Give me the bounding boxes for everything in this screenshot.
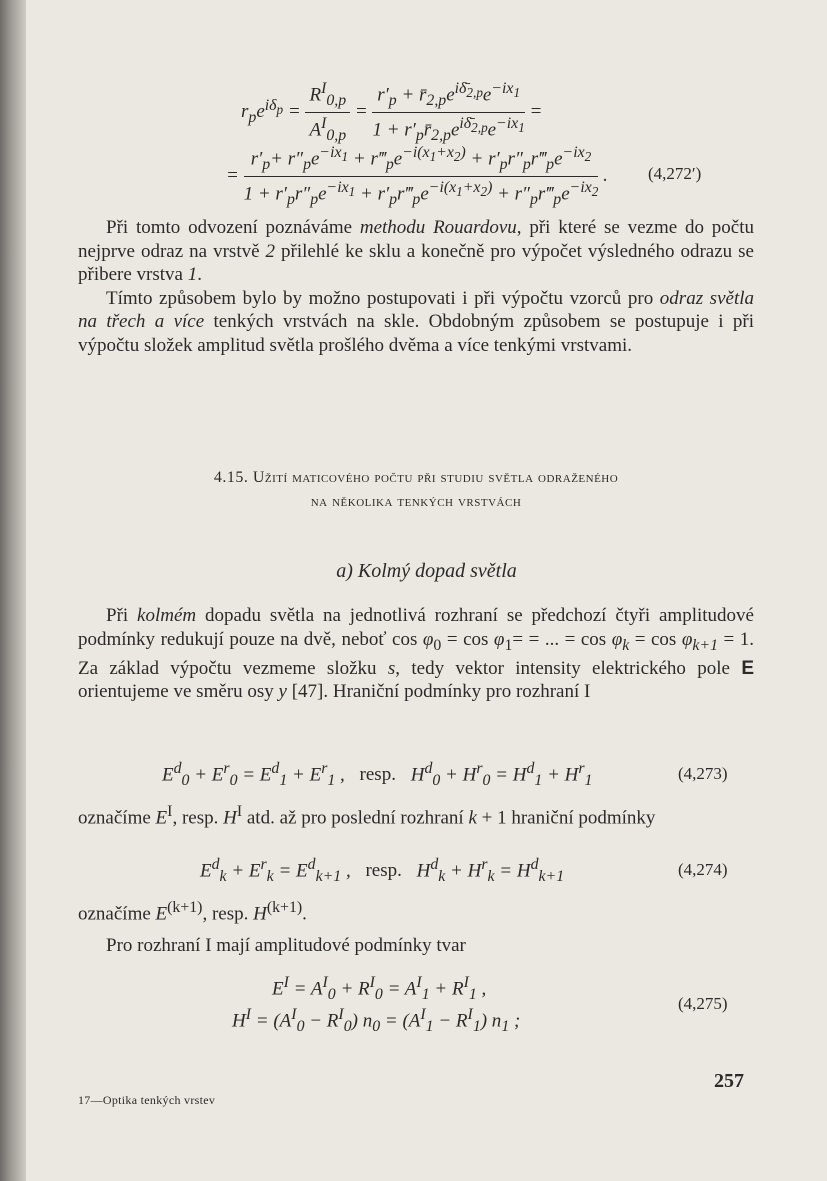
paragraph-amplitude-conditions: Pro rozhraní I mají amplitudové podmínky tvar [106,935,466,956]
section-title-line1: Užití maticového počtu při studiu světla odraženého [252,469,619,486]
italic-phrase: odraz světla na třech a více [78,287,754,332]
paragraph-block-4 [78,896,754,926]
printer-signature: 17—Optika tenkých vrstev [78,1093,216,1107]
equation-4273: $E^d_0 + E^r_0 = E^d_1 + E^r_1$ , resp. $H^d_0 + H^r_0 = H^d_1 + H^r_1$ [162,760,593,790]
paragraph-block-2 [78,604,754,704]
section-heading [76,466,756,514]
method-name: methodu Rouardovu [359,217,517,238]
equation-4275-line1: $E^I = A^I_0 + R^I_0 = A^I_1 + R^I_1$ , [272,974,487,1004]
equation-4272-line1: $r_pe^{i\delta_p}$ = $\frac{R^I_{0,p}}{A^I_{0,p}}$ = $\frac{r'_p + r̄_{2,p}e^{i\deltā_{2,p}}e^{-ix_1}}{1 + r'_pr̄_{2,p}e^{i\deltā_{2,p}}e^{-ix_1}}$ = [241,80,543,145]
subsection-heading: a) Kolmý dopad světla [336,560,517,582]
equation-number-4272: (4,272′) [648,164,702,183]
page-number: 257 [714,1070,744,1092]
equation-4272-line2: = $\frac{r'_p+ r''_pe^{-ix_1} + r‴_pe^{-i(x_1+x_2)} + r'_pr''_pr‴_pe^{-ix_2}}{1 + r'_pr''_pe^{-ix_1} + r'_pr‴_pe^{-i(x_1+x_2)} + r''_pr‴_pe^{-ix_2}}$ . [226,144,608,209]
section-title-line2: na několika tenkých vrstvách [310,493,522,510]
paragraph-normal-incidence: Při kolmém dopadu světla na jednotlivá rozhraní se předchozí čtyři amplitudové podmínky redukují pouze na dvě, neboť $\cos \varphi_0 = \cos \varphi_1=$ = ... = $\cos \varphi_k = \cos \varphi_{k+1} = 1$. Za základ výpočtu vezmeme složku s, tedy vektor intensity elektrického pole E orientujeme ve směru osy y [47]. Hraniční podmínky pro rozhraní I [78,605,754,703]
paragraph-rouard: Při tomto odvození poznáváme methodu Rouardovu, při které se vezme do počtu nejprve odraz na vrstvě 2 přilehlé ke sklu a konečně pro výpočet výsledného odrazu se přibere vrstva 1. [78,217,754,285]
equation-4275-line2: $H^I = (A^I_0 - R^I_0) n_0 = (A^I_1 - R^I_1)$ $n_1$ ; [232,1006,521,1036]
section-number: 4.15. [213,469,249,486]
paragraph-boundary-k: označíme $E^I$, resp. $H^I$ atd. až pro poslední rozhraní k + 1 hraniční podmínky [78,803,656,829]
paragraph-block-5 [78,934,754,958]
paragraph-block-3 [78,800,754,830]
equation-number-4273: (4,273) [678,764,728,783]
paragraph-block-1 [78,216,754,357]
equation-number-4274: (4,274) [678,860,728,879]
paragraph-last-boundary: označíme $E^{(k+1)}$, resp. $H^{(k+1)}$. [78,899,307,925]
equation-4274: $E^d_k + E^r_k = E^d_{k+1}$ , resp. $H^d_k + H^r_k = H^d_{k+1}$ [200,856,565,886]
paragraph-multilayer: Tímto způsobem bylo by možno postupovati i při výpočtu vzorců pro odraz světla na třech a více tenkých vrstvách na skle. Obdobným způsobem se postupuje i při výpočtu složek amplitud světla prošlého dvěma a více tenkými vrstvami. [78,287,755,356]
equation-number-4275: (4,275) [678,994,728,1013]
book-page [26,0,827,1181]
book-gutter-shadow [0,0,26,1181]
